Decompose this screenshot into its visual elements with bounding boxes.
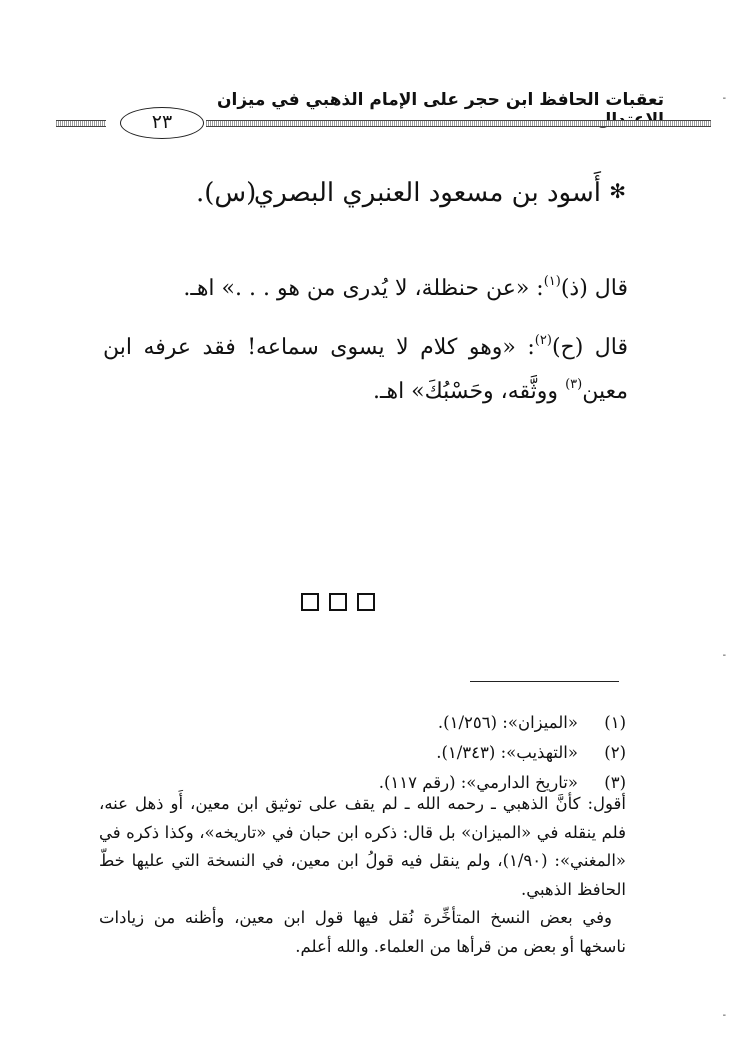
square-ornament-icon [301,593,319,611]
margin-mark: - [722,650,726,661]
footnote-number: (٢) [604,743,626,762]
commentary-paragraph: أقول: كأنَّ الذهبي ـ رحمه الله ـ لم يقف على توثيق ابن معين، أَو ذهل عنه، فلم ينقله في «الميزان» بل قال: ذكره ابن حبان في «تاريخه»، وكذا ذكره في «المغني»: (١/٩٠)، ولم ينقل فيه قولُ ابن معين، في النسخة التي عليها خطّ الحافظ الذهبي. [99,794,626,899]
footnote-number: (٣) [604,773,626,792]
footnote-commentary [99,790,626,961]
margin-mark: - [722,1010,726,1021]
footnote-item [56,708,626,738]
quote-text: : «عن حنظلة، لا يُدرى من هو . . .» اهـ. [183,276,544,301]
footnote-ref: (٣) [565,377,583,392]
footnote-ref: (٢) [534,333,552,348]
quote-lead: قال (ح) [551,335,628,360]
running-title: تعقبات الحافظ ابن حجر على الإمام الذهبي في ميزان [216,90,664,110]
footnote-text: «الميزان»: (١/٢٥٦). [437,713,578,732]
square-ornament-icon [329,593,347,611]
section-ornament [301,593,381,615]
footnote-text: «التهذيب»: (١/٣٤٣). [436,743,578,762]
entry-source-code: (س). [196,178,257,208]
footnote-item [56,738,626,768]
quote-lead: قال (ذ) [560,276,628,301]
footnote-list [56,708,626,798]
quote-text: ووثَّقه، وحَسْبُكَ» اهـ. [373,379,566,404]
commentary-paragraph: وفي بعض النسخ المتأخِّرة نُقل فيها قول ابن معين، وأظنه من زيادات ناسخها أو بعض من قرأها من العلماء. والله أعلم. [99,908,626,956]
footnote-separator [470,681,619,682]
footnote-ref: (١) [543,274,561,289]
footnote-text: «تاريخ الدارمي»: (رقم ١١٧). [378,773,578,792]
header-rule-right [206,120,711,127]
square-ornament-icon [357,593,375,611]
asterism-icon: ✻ [609,179,626,203]
margin-mark: - [722,93,726,104]
quote-text: : «وهو كلام لا يسوى سماعه! فقد عرفه ابن معين [103,335,628,404]
page-number: ٢٣ [120,107,204,139]
entry-heading [196,178,626,208]
quote-paragraph-hajar [103,326,628,414]
footnote-number: (١) [604,713,626,732]
quote-paragraph-dhahabi [108,267,628,311]
entry-name: أَسود بن مسعود العنبري البصري [253,178,601,208]
header-rule-left [56,120,106,127]
